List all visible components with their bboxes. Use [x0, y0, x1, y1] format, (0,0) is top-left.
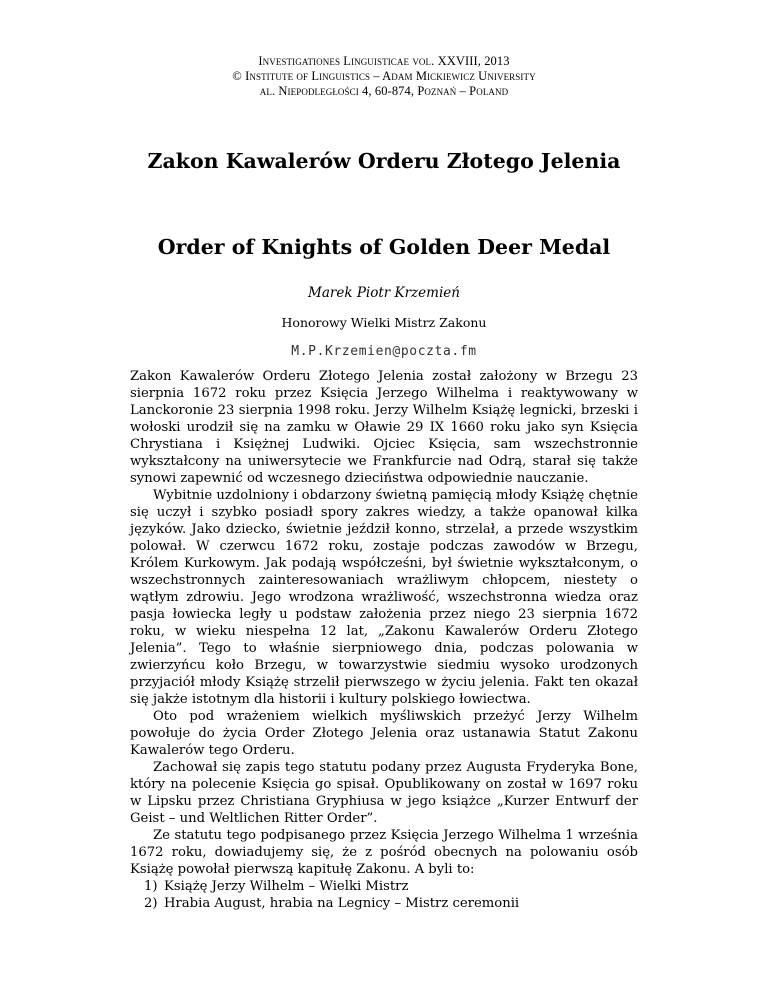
list-item-text: Książę Jerzy Wilhelm – Wielki Mistrz	[164, 879, 409, 894]
chapter-member-list	[130, 878, 638, 912]
paragraph: Zachował się zapis tego statutu podany przez Augusta Fryderyka Bone, który na polecenie Księcia go spisał. Opublikowany on został w 1697 roku w Lipsku przez Christiana Gryphiusa w jego książce „Kurzer Entwurf der Geist – und Weltlichen Ritter Order”.	[130, 760, 638, 826]
paragraph: Oto pod wrażeniem wielkich myśliwskich przeżyć Jerzy Wilhelm powołuje do życia Order Złotego Jelenia oraz ustanawia Statut Zakonu Kawalerów tego Orderu.	[130, 709, 638, 758]
masthead-line-journal: Investigationes Linguisticae vol. XXVIII, 2013	[258, 54, 510, 68]
title-polish: Zakon Kawalerów Orderu Złotego Jelenia	[147, 149, 621, 173]
article-body	[130, 368, 638, 912]
author-email: M.P.Krzemien@poczta.fm	[291, 344, 477, 359]
list-item-text: Hrabia August, hrabia na Legnicy – Mistrz ceremonii	[164, 896, 520, 911]
list-item	[130, 895, 638, 912]
paragraph: Ze statutu tego podpisanego przez Księcia Jerzego Wilhelma 1 września 1672 roku, dowiadujemy się, że z pośród obecnych na polowaniu osób Książę powołał pierwszą kapitułę Zakonu. A byli to:	[130, 828, 638, 877]
author-affiliation: Honorowy Wielki Mistrz Zakonu	[281, 315, 487, 330]
paragraph: Wybitnie uzdolniony i obdarzony świetną pamięcią młody Książę chętnie się uczył i szybko posiadł spory zakres wiedzy, a także opanował kilka języków. Jako dziecko, świetnie jeździł konno, strzelał, a przede wszystkim polował. W czerwcu 1672 roku, zostaje podczas zawodów w Brzegu, Królem Kurkowym. Jak podają współcześni, był świetnie wykształconym, o wszechstronnych zainteresowaniach wrażliwym chłopcem, niestety o wątłym zdrowiu. Jego wrodzona wrażliwość, wszechstronna wiedza oraz pasja łowiecka legły u podstaw założenia przez niego 23 sierpnia 1672 roku, w wieku niespełna 12 lat, „Zakonu Kawalerów Orderu Złotego Jelenia”. Tego to właśnie sierpniowego dnia, podczas polowania w zwierzyńcu koło Brzegu, w towarzystwie siedmiu wysoko urodzonych przyjaciół młody Książę strzelił pierwszego w życiu jelenia. Fakt ten okazał się jakże istotnym dla historii i kultury polskiego łowiectwa.	[130, 488, 638, 707]
author-name: Marek Piotr Krzemień	[308, 285, 460, 301]
paragraph: Zakon Kawalerów Orderu Złotego Jelenia został założony w Brzegu 23 sierpnia 1672 roku przez Księcia Jerzego Wilhelma i reaktywowany w Lanckoronie 23 sierpnia 1998 roku. Jerzy Wilhelm Książę legnicki, brzeski i wołoski urodził się na zamku w Oławie 29 IX 1660 roku jako syn Księcia Chrystiana i Księżnej Ludwiki. Ojciec Księcia, sam wszechstronnie wykształcony na uniwersytecie we Frankfurcie nad Odrą, starał się także synowi zapewnić od wczesnego dzieciństwa odpowiednie nauczanie.	[130, 369, 638, 486]
list-item-number: 1)	[144, 879, 158, 894]
list-item-number: 2)	[144, 896, 158, 911]
title-english: Order of Knights of Golden Deer Medal	[157, 235, 611, 259]
masthead-line-copyright: © Institute of Linguistics – Adam Mickiewicz University	[232, 69, 536, 83]
journal-masthead	[0, 54, 768, 99]
list-item	[130, 878, 638, 895]
masthead-line-address: al. Niepodległości 4, 60-874, Poznań – Poland	[259, 84, 509, 98]
